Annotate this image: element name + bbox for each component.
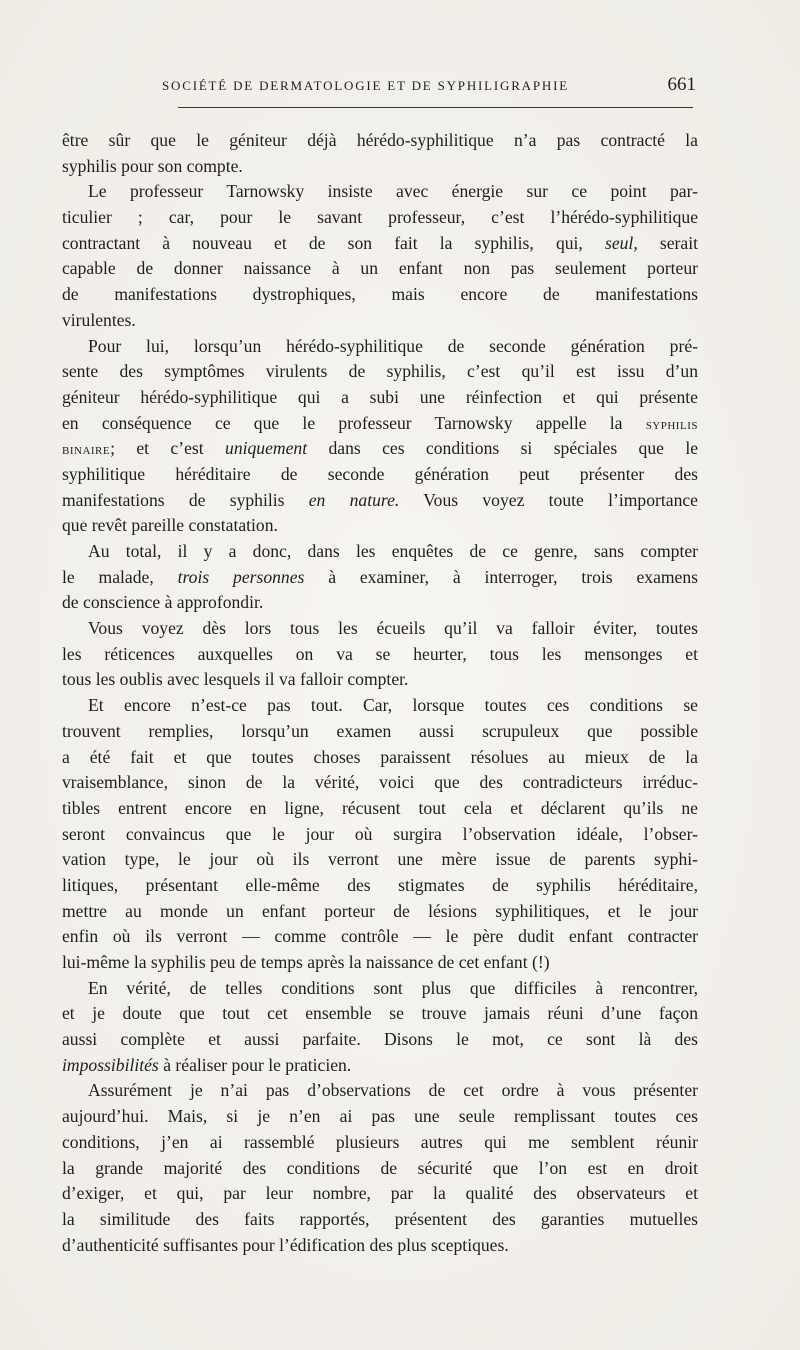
running-title: SOCIÉTÉ DE DERMATOLOGIE ET DE SYPHILIGRAPHIE xyxy=(162,78,569,93)
text-line: la grande majorité des conditions de sécurité que l’on est en droit xyxy=(62,1157,698,1178)
text-line: Le professeur Tarnowsky insiste avec énergie sur ce point par- xyxy=(88,181,698,202)
text-line: Assurément je n’ai pas d’observations de cet ordre à vous présenter xyxy=(88,1080,698,1101)
text-line: et je doute que tout cet ensemble se trouve jamais réuni d’une façon xyxy=(62,1003,698,1024)
body-text xyxy=(62,128,698,1258)
text-line: capable de donner naissance à un enfant non pas seulement porteur xyxy=(62,258,698,279)
text-line: Au total, il y a donc, dans les enquêtes de ce genre, sans compter xyxy=(88,541,698,561)
header-rule xyxy=(178,107,693,108)
text-line: en conséquence ce que le professeur Tarnowsky appelle la syphilis xyxy=(62,412,698,433)
text-line: sente des symptômes virulents de syphilis, c’est qu’il est issu d’un xyxy=(62,361,698,382)
text-line: trouvent remplies, lorsqu’un examen aussi scrupuleux que possible xyxy=(62,720,698,741)
text-line: que revêt pareille constatation. xyxy=(62,515,278,536)
text-line: géniteur hérédo-syphilitique qui a subi une réinfection et qui présente xyxy=(62,386,698,407)
text-line: Et encore n’est-ce pas tout. Car, lorsque toutes ces conditions se xyxy=(88,695,698,716)
text-line: vraisemblance, sinon de la vérité, voici que des contradicteurs irréduc- xyxy=(62,772,698,793)
text-line: Pour lui, lorsqu’un hérédo-syphilitique de seconde génération pré- xyxy=(88,335,698,356)
text-line: conditions, j’en ai rassemblé plusieurs autres qui me semblent réunir xyxy=(62,1131,698,1152)
text-line: litiques, présentant elle-même des stigmates de syphilis héréditaire, xyxy=(62,874,698,895)
text-line: binaire; et c’est uniquement dans ces conditions si spéciales que le xyxy=(62,438,699,459)
running-header xyxy=(62,74,696,104)
text-line: En vérité, de telles conditions sont plus que difficiles à rencontrer, xyxy=(88,977,698,998)
text-line: virulentes. xyxy=(62,309,136,330)
text-line: tibles entrent encore en ligne, récusent tout cela et déclarent qu’ils ne xyxy=(62,797,698,818)
text-line: d’authenticité suffisantes pour l’édification des plus sceptiques. xyxy=(62,1234,509,1255)
text-line: ticulier ; car, pour le savant professeur, c’est l’hérédo-syphilitique xyxy=(62,207,698,228)
text-line: impossibilités à réaliser pour le praticien. xyxy=(62,1054,352,1075)
text-line: a été fait et que toutes choses paraissent résolues au mieux de la xyxy=(62,746,698,767)
text-line: manifestations de syphilis en nature. Vous voyez toute l’importance xyxy=(62,489,698,510)
text-line: de conscience à approfondir. xyxy=(62,592,264,613)
text-line: seront convaincus que le jour où surgira l’observation idéale, l’obser- xyxy=(62,823,698,844)
text-line: aujourd’hui. Mais, si je n’en ai pas une seule remplissant toutes ces xyxy=(62,1106,698,1127)
text-line: d’exiger, et qui, par leur nombre, par la qualité des observateurs et xyxy=(62,1183,698,1204)
page-number: 661 xyxy=(667,74,696,95)
text-line: mettre au monde un enfant porteur de lésions syphilitiques, et le jour xyxy=(62,900,698,921)
text-line: contractant à nouveau et de son fait la syphilis, qui, seul, serait xyxy=(62,232,698,253)
text-line: lui-même la syphilis peu de temps après la naissance de cet enfant (!) xyxy=(62,952,550,972)
text-line: enfin où ils verront — comme contrôle — le père dudit enfant contracter xyxy=(62,926,698,947)
text-line: vation type, le jour où ils verront une mère issue de parents syphi- xyxy=(62,849,698,870)
text-line: les réticences auxquelles on va se heurter, tous les mensonges et xyxy=(62,643,698,664)
text-line: syphilitique héréditaire de seconde génération peut présenter des xyxy=(62,463,698,484)
text-line: aussi complète et aussi parfaite. Disons le mot, ce sont là des xyxy=(62,1029,698,1050)
text-line: de manifestations dystrophiques, mais encore de manifestations xyxy=(62,284,698,305)
text-line: tous les oublis avec lesquels il va falloir compter. xyxy=(62,669,409,690)
text-line: la similitude des faits rapportés, présentent des garanties mutuelles xyxy=(62,1208,698,1229)
text-line: syphilis pour son compte. xyxy=(62,155,243,176)
text-line: être sûr que le géniteur déjà hérédo-syphilitique n’a pas contracté la xyxy=(62,130,698,150)
text-line: Vous voyez dès lors tous les écueils qu’il va falloir éviter, toutes xyxy=(88,618,698,639)
text-line: le malade, trois personnes à examiner, à interroger, trois examens xyxy=(62,566,699,587)
